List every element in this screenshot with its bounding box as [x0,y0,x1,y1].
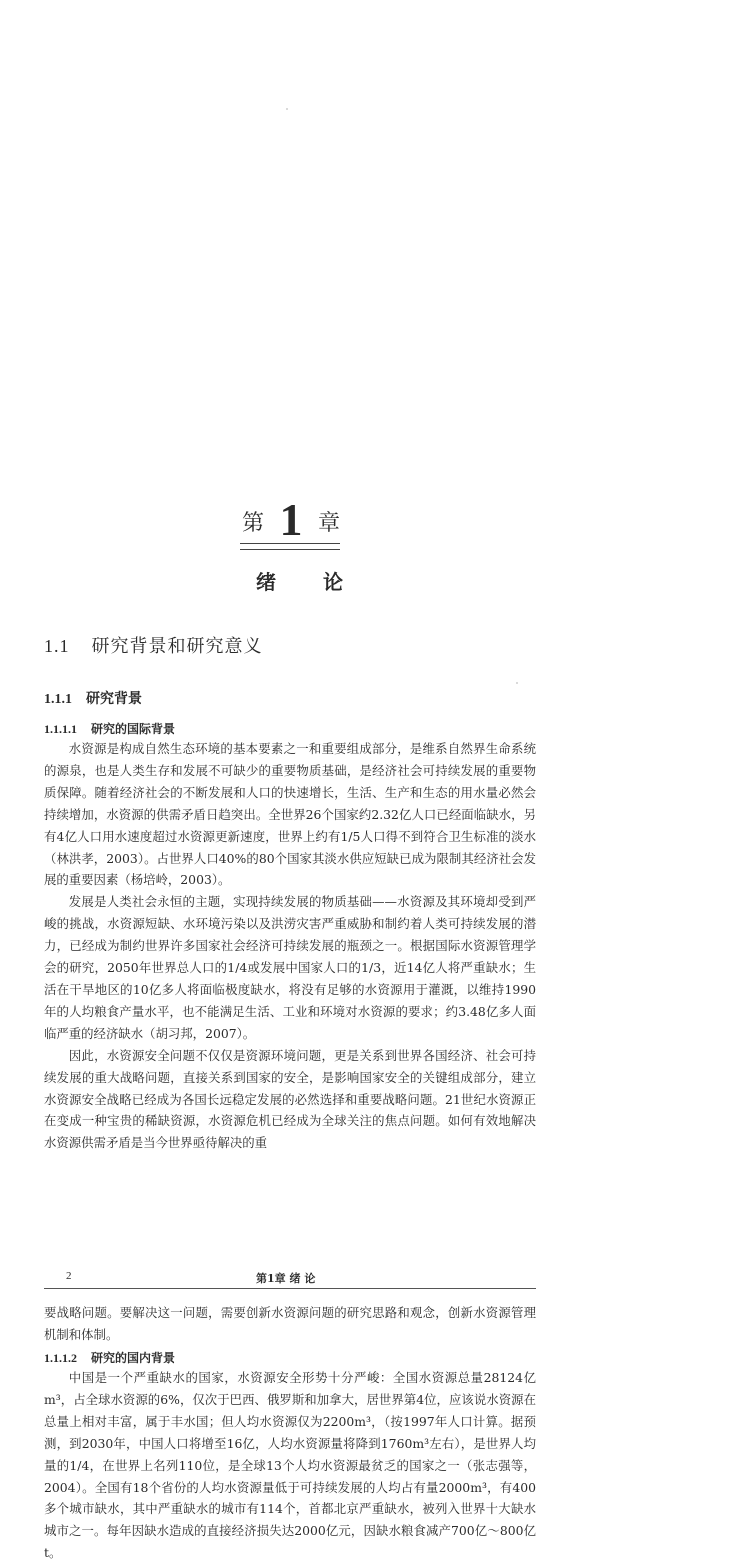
chapter-prefix: 第 [242,511,265,536]
section-number: 1.1.1 [44,692,72,707]
section-heading-1-1-1 [44,688,142,708]
section-heading-1-1-1-2 [44,1349,175,1366]
page-number: 2 [66,1270,72,1282]
section-number: 1.1 [44,636,70,656]
section-title: 研究的国际背景 [91,722,176,736]
chapter-title: 绪 论 [256,570,363,594]
running-title: 第1章 绪 论 [256,1272,316,1285]
international-background-text [44,738,536,1154]
scan-speck [516,682,518,684]
chapter-heading [242,494,340,545]
continued-text-block [44,1302,536,1346]
domestic-background-text [44,1367,536,1564]
section-number: 1.1.1.1 [44,722,77,736]
scan-speck [286,108,288,110]
body-paragraph: 发展是人类社会永恒的主题，实现持续发展的物质基础——水资源及其环境却受到严峻的挑战，水资源短缺、水环境污染以及洪涝灾害严重威胁和制约着人类可持续发展的潜力，已经成为制约世界许多国家社会经济可持续发展的瓶颈之一。根据国际水资源管理学会的研究，2050年世界总人口的1/4或发展中国家人口的1/3，近14亿人将严重缺水；生活在干旱地区的10亿多人将面临极度缺水，将没有足够的水资源用于灌溉，以维持1990年的人均粮食产量水平，也不能满足生活、工业和环境对水资源的要求；约3.48亿多人面临严重的经济缺水（胡习邦，2007）。 [44,894,536,1041]
section-title: 研究背景 [86,691,142,707]
chapter-suffix: 章 [317,511,340,536]
body-paragraph: 水资源是构成自然生态环境的基本要素之一和重要组成部分，是维系自然界生命系统的源泉，也是人类生存和发展不可缺少的重要物质基础，是经济社会可持续发展的重要物质保障。随着经济社会的不断发展和人口的快速增长，生活、生产和生态的用水量必然会持续增加，水资源的供需矛盾日趋突出。全世界26个国家约2.32亿人口已经面临缺水，另有4亿人口用水速度超过水资源更新速度，世界上约有1/5人口得不到符合卫生标准的淡水（林洪孝，2003）。占世界人口40%的80个国家其淡水供应短缺已成为限制其经济社会发展的重要因素（杨培岭，2003）。 [44,741,536,888]
section-number: 1.1.1.2 [44,1351,77,1365]
continued-paragraph: 要战略问题。要解决这一问题，需要创新水资源问题的研究思路和观念，创新水资源管理机制和体制。 [44,1305,536,1342]
body-paragraph: 因此，水资源安全问题不仅仅是资源环境问题，更是关系到世界各国经济、社会可持续发展的重大战略问题，直接关系到国家的安全，是影响国家安全的关键组成部分，建立水资源安全战略已经成为各国长远稳定发展的必然选择和重要战略问题。21世纪水资源正在变成一种宝贵的稀缺资源，水资源危机已经成为全球关注的焦点问题。如何有效地解决水资源供需矛盾是当今世界亟待解决的重 [44,1047,536,1151]
running-header [44,1270,536,1289]
section-heading-1-1 [44,632,263,658]
section-title: 研究背景和研究意义 [91,636,263,657]
section-heading-1-1-1-1 [44,720,175,737]
chapter-number: 1 [279,494,303,545]
body-paragraph: 中国是一个严重缺水的国家，水资源安全形势十分严峻：全国水资源总量28124亿m³，占全球水资源的6%，仅次于巴西、俄罗斯和加拿大，居世界第4位，应该说水资源在总量上相对丰富，属于丰水国；但人均水资源仅为2200m³，（按1997年人口计算。据预测，到2030年，中国人口将增至16亿，人均水资源量将降到1760m³左右），是世界人均量的1/4，在世界上名列110位，是全球13个人均水资源最贫乏的国家之一（张志强等，2004）。全国有18个省份的人均水资源量低于可持续发展的人均占有量2000m³，有400多个城市缺水，其中严重缺水的城市有114个，首都北京严重缺水，被列入世界十大缺水城市之一。每年因缺水造成的直接经济损失达2000亿元，因缺水粮食减产700亿～800亿t。 [44,1370,536,1561]
chapter-double-rule [240,543,340,550]
section-title: 研究的国内背景 [91,1351,176,1365]
